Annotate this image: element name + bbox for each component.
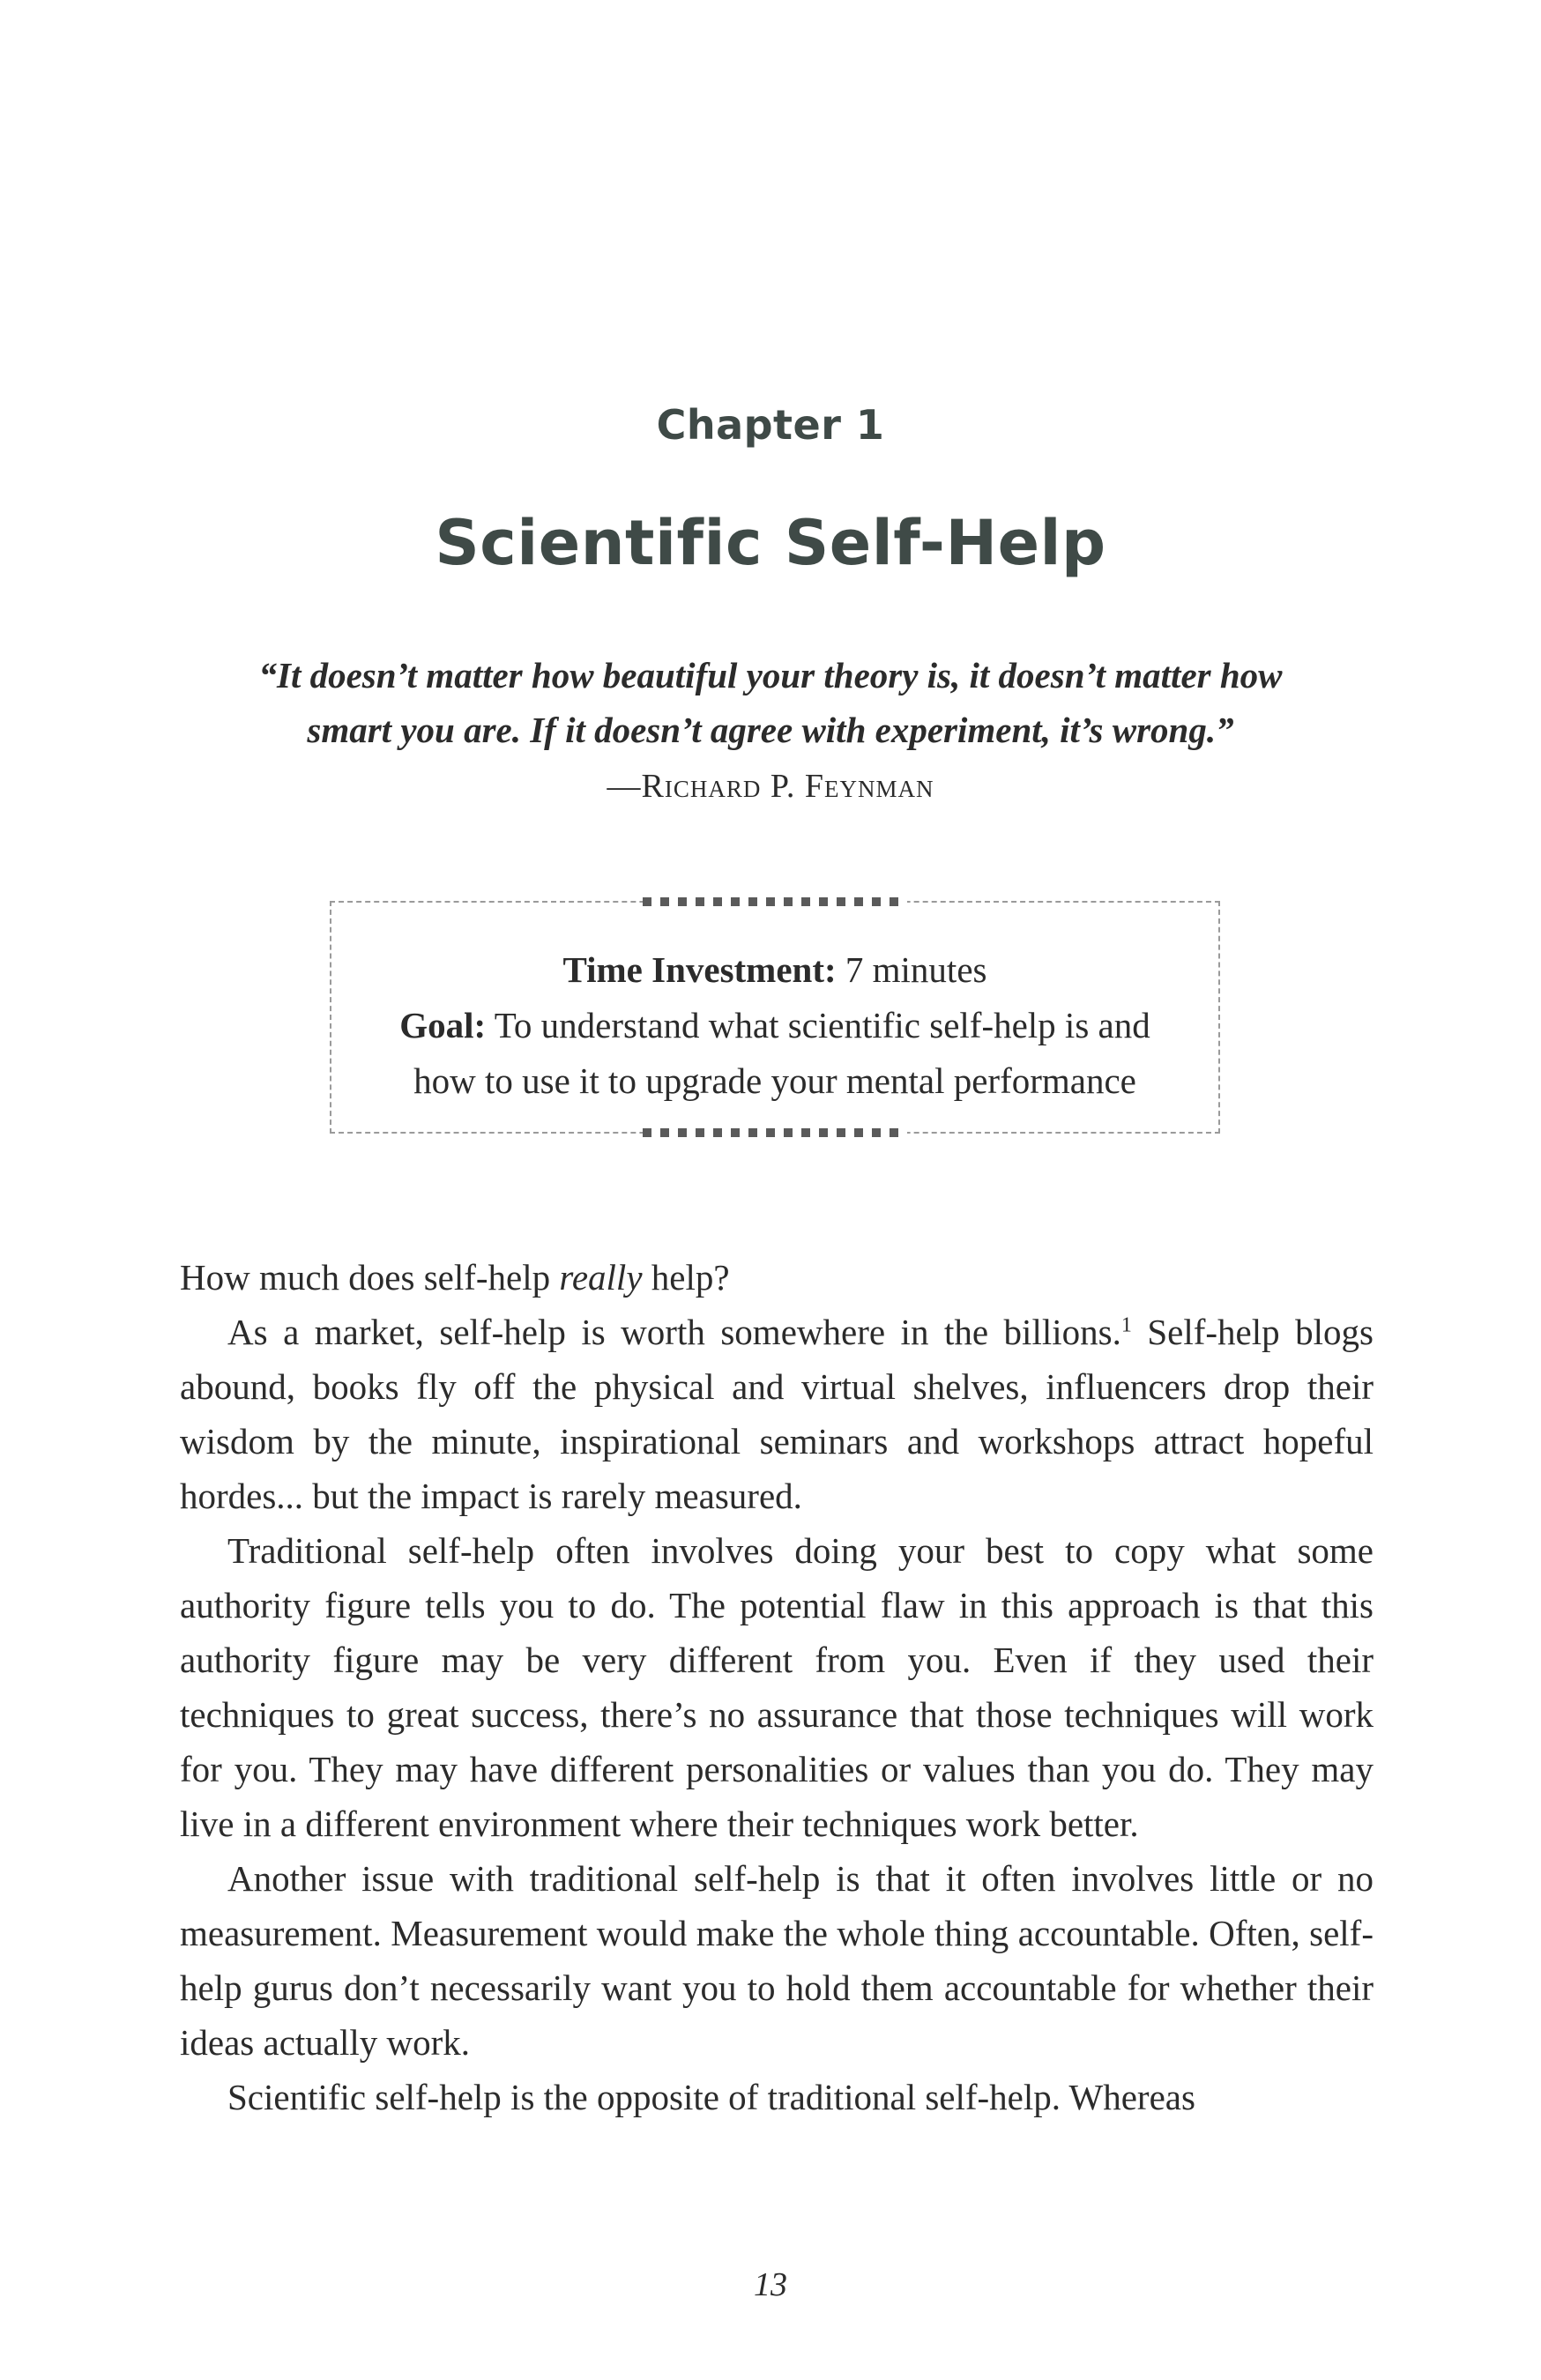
goal-text-1: To understand what scientific self-help is and — [494, 1005, 1150, 1045]
goal-line-2 — [331, 1060, 1218, 1102]
paragraph-1 — [180, 1250, 1374, 1305]
page-number: 13 — [754, 2266, 787, 2303]
time-investment-value: 7 minutes — [845, 949, 987, 990]
paragraph-1-text-b: help? — [642, 1257, 730, 1298]
chapter-label: Chapter 1 — [656, 401, 885, 449]
paragraph-2-text-b: Self-help blogs abound, books fly off the physical and virtual shelves, influencers drop their wisdom by the minute, inspirational seminars and workshops attract hopeful hordes... but the impact is rarely measured. — [180, 1312, 1374, 1516]
epigraph-line-1: “It doesn’t matter how beautiful your theory is, it doesn’t matter how — [258, 655, 1283, 695]
epigraph-line-2: smart you are. If it doesn’t agree with experiment, it’s wrong.” — [307, 710, 1234, 750]
ornament-top — [643, 897, 907, 906]
goal-line — [331, 1004, 1218, 1046]
paragraph-1-text-a: How much does self-help — [180, 1257, 560, 1298]
time-investment-label: Time Investment: — [562, 949, 837, 990]
paragraph-1-emphasis: really — [559, 1257, 643, 1298]
body-text — [180, 1250, 1374, 2124]
ornament-bottom — [643, 1128, 907, 1137]
paragraph-5: Scientific self-help is the opposite of traditional self-help. Whereas — [227, 2077, 1195, 2117]
epigraph-attribution: —Richard P. Feynman — [607, 768, 934, 805]
paragraph-2 — [180, 1305, 1374, 1523]
goal-label: Goal: — [399, 1005, 487, 1045]
epigraph-quote — [176, 648, 1365, 757]
paragraph-2-text-a: As a market, self-help is worth somewhere in the billions. — [227, 1312, 1121, 1352]
goal-text-2: how to use it to upgrade your mental performance — [413, 1060, 1136, 1101]
time-investment-line — [331, 948, 1218, 991]
paragraph-3: Traditional self-help often involves doing your best to copy what some authority figure tells you to do. The potential flaw in this approach is that this authority figure may be very different from you. Even if they used their techniques to great success, there’s no assurance that those techniques will work for you. They may have different personalities or values than you do. They may live in a different environment where their techniques work better. — [180, 1530, 1374, 1844]
chapter-title: Scientific Self-Help — [435, 507, 1106, 579]
info-box — [330, 901, 1220, 1134]
footnote-marker: 1 — [1120, 1313, 1132, 1337]
paragraph-4: Another issue with traditional self-help is that it often involves little or no measurement. Measurement would make the whole thing accountable. Often, self-help gurus don’t necessarily want you to hold them accountable for whether their ideas actually work. — [180, 1858, 1374, 2063]
